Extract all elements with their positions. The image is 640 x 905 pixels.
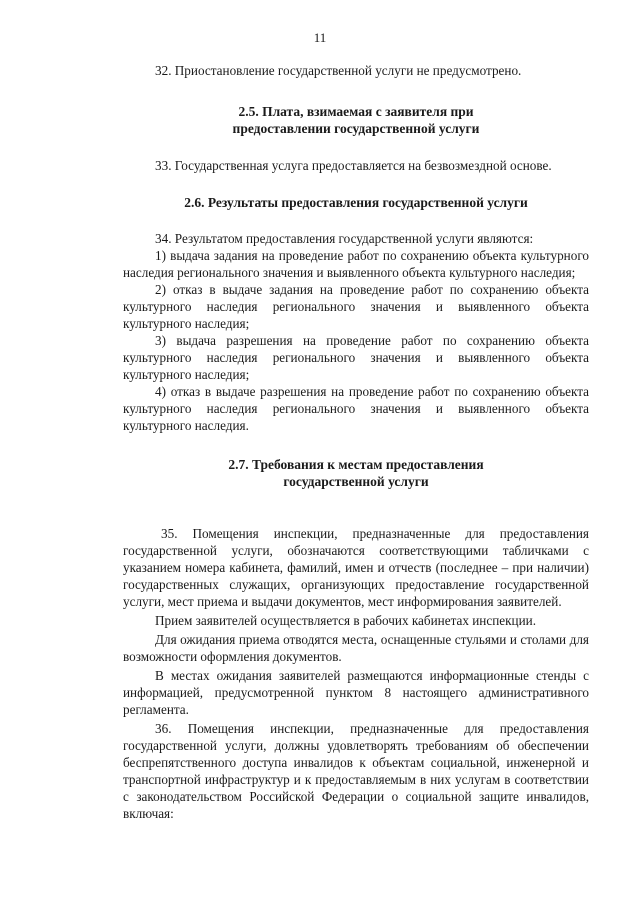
paragraph-32: 32. Приостановление государственной услуги не предусмотрено. [155,63,522,78]
paragraph-34-item-2: 2) отказ в выдаче задания на проведение работ по сохранению объекта культурного наследия регионального значения и выявленного объекта культурного наследия; [123,282,589,331]
section-heading-2-5-line-1: 2.5. Плата, взимаемая с заявителя при [238,104,474,119]
section-heading-2-6: 2.6. Результаты предоставления государственной услуги [184,195,528,210]
section-heading-2-5-line-2: предоставлении государственной услуги [232,121,480,136]
section-heading-2-7-line-2: государственной услуги [283,474,429,489]
document-body [123,62,589,822]
paragraph-36: 36. Помещения инспекции, предназначенные для предоставления государственной услуги, должны удовлетворять требованиям об обеспечении беспрепятственного доступа инвалидов к объектам социальной, инженерной и транспортной инфраструктур и к предоставляемым в них услугам в соответствии с законодательством Российской Федерации о социальной защите инвалидов, включая: [123,721,589,821]
paragraph-35-stands: В местах ожидания заявителей размещаются информационные стенды с информацией, предусмотренной пунктом 8 настоящего административного регламента. [123,668,589,717]
paragraph-35-waiting: Для ожидания приема отводятся места, оснащенные стульями и столами для возможности оформления документов. [123,632,589,664]
paragraph-34-item-3: 3) выдача разрешения на проведение работ по сохранению объекта культурного наследия регионального значения и выявленного объекта культурного наследия; [123,333,589,382]
paragraph-35-reception: Прием заявителей осуществляется в рабочих кабинетах инспекции. [155,613,537,628]
section-heading-2-5 [123,103,589,137]
paragraph-34-item-1: 1) выдача задания на проведение работ по сохранению объекта культурного наследия регионального значения и выявленного объекта культурного наследия; [123,248,589,280]
page-number: 11 [313,30,327,45]
paragraph-34: 34. Результатом предоставления государственной услуги являются: [155,231,534,246]
section-heading-2-7 [123,456,589,490]
paragraph-35: 35. Помещения инспекции, предназначенные для предоставления государственной услуги, обозначаются соответствующими табличками с указанием номера кабинета, фамилий, имен и отчеств (последнее – при наличии) государственных служащих, организующих предоставление государственной услуги, мест приема и выдачи документов, мест информирования заявителей. [123,526,589,609]
section-heading-2-7-line-1: 2.7. Требования к местам предоставления [228,457,484,472]
paragraph-34-item-4: 4) отказ в выдаче разрешения на проведение работ по сохранению объекта культурного наследия регионального значения и выявленного объекта культурного наследия. [123,384,589,433]
paragraph-33: 33. Государственная услуга предоставляется на безвозмездной основе. [155,158,552,173]
